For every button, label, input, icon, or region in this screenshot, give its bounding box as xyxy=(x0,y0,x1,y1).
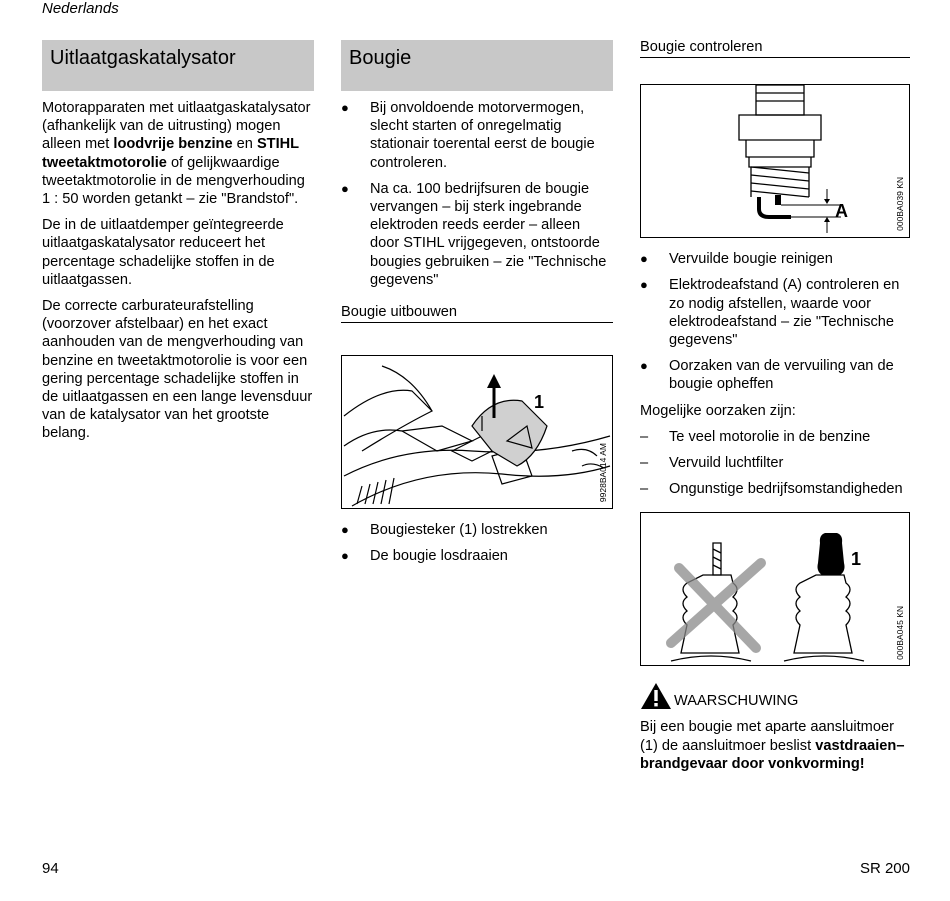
catalyst-paragraph-2: De in de uitlaatdemper geïntegreerde uitlaatgaskatalysator reduceert het percentage schadelijke stoffen in de uitlaatgassen. xyxy=(42,217,284,288)
model-name: SR 200 xyxy=(859,860,910,877)
plug-removal-illustration xyxy=(342,356,612,508)
page-number: 94 xyxy=(42,860,59,877)
section-title-spark-plug: Bougie xyxy=(341,40,613,91)
section-title-catalyst: Uitlaatgaskatalysator xyxy=(42,40,314,91)
figure-terminal-nut xyxy=(640,512,910,666)
bullet-item: ● Elektrodeafstand (A) controleren en zo nodig afstellen, waarde voor elektrodeafstand – zie "Technische gegevens" xyxy=(640,276,910,349)
column-check-plug xyxy=(640,38,910,781)
cause-item: – Ongunstige bedrijfsomstandigheden xyxy=(640,480,910,498)
figure-code: 000BA039 KN xyxy=(895,177,905,232)
cause-item: – Vervuild luchtfilter xyxy=(640,454,910,472)
terminal-nut-illustration xyxy=(641,513,909,665)
subheading-remove-plug: Bougie uitbouwen xyxy=(341,303,613,323)
bullet-item: ● Na ca. 100 bedrijfsuren de bougie vervangen – bij sterk ingebrande elektroden reeds eerder – alleen door STIHL vrijgegeven, ontstoorde bougies gebruiken – zie "Technische gegevens" xyxy=(341,180,613,289)
warning-heading xyxy=(640,682,910,710)
column-catalyst xyxy=(42,40,314,451)
warning-triangle-icon xyxy=(640,682,672,710)
warning-title: WAARSCHUWING xyxy=(674,693,799,710)
electrode-gap-illustration xyxy=(641,85,909,237)
catalyst-paragraph-3: De correcte carburateurafstelling (voorzover afstelbaar) en het exact aanhouden van de mengverhouding van benzine en tweetaktmotorolie is voor een gering percentage schadelijke stoffen in de uitlaatgassen en een lange levensduur van de katalysator van het grootste belang. xyxy=(42,298,313,442)
bullet-item: ● Bij onvoldoende motorvermogen, slecht starten of onregelmatig stationair toerental eerst de bougie controleren. xyxy=(341,99,613,172)
catalyst-paragraph-1: Motorapparaten met uitlaatgaskatalysator (afhankelijk van de uitrusting) mogen alleen met loodvrije benzine en STIHL tweetaktmotorolie of gelijkwaardige tweetaktmotorolie in de mengverhouding 1 : 50 worden getankt – zie "Brandstof". xyxy=(42,100,311,208)
figure-code: 9928BA014 AM xyxy=(598,443,608,503)
column-spark-plug xyxy=(341,40,613,574)
figure-label-1: 1 xyxy=(534,392,545,413)
bullet-item: ● Vervuilde bougie reinigen xyxy=(640,250,910,268)
step-item: ● Bougiesteker (1) lostrekken xyxy=(341,521,613,539)
causes-intro: Mogelijke oorzaken zijn: xyxy=(640,402,796,419)
bullet-item: ● Oorzaken van de vervuiling van de bougie opheffen xyxy=(640,357,910,393)
figure-label-a: A xyxy=(835,201,848,222)
figure-label-1: 1 xyxy=(851,549,862,570)
warning-text: Bij een bougie met aparte aansluitmoer (1) de aansluitmoer beslist vastdraaien– brandgevaar door vonkvorming! xyxy=(640,719,905,772)
cause-item: – Te veel motorolie in de benzine xyxy=(640,428,910,446)
figure-remove-plug xyxy=(341,355,613,509)
step-item: ● De bougie losdraaien xyxy=(341,547,613,565)
figure-code: 000BA045 KN xyxy=(895,605,905,660)
subheading-check-plug: Bougie controleren xyxy=(640,38,910,58)
language-label: Nederlands xyxy=(42,0,119,17)
figure-electrode-gap xyxy=(640,84,910,238)
